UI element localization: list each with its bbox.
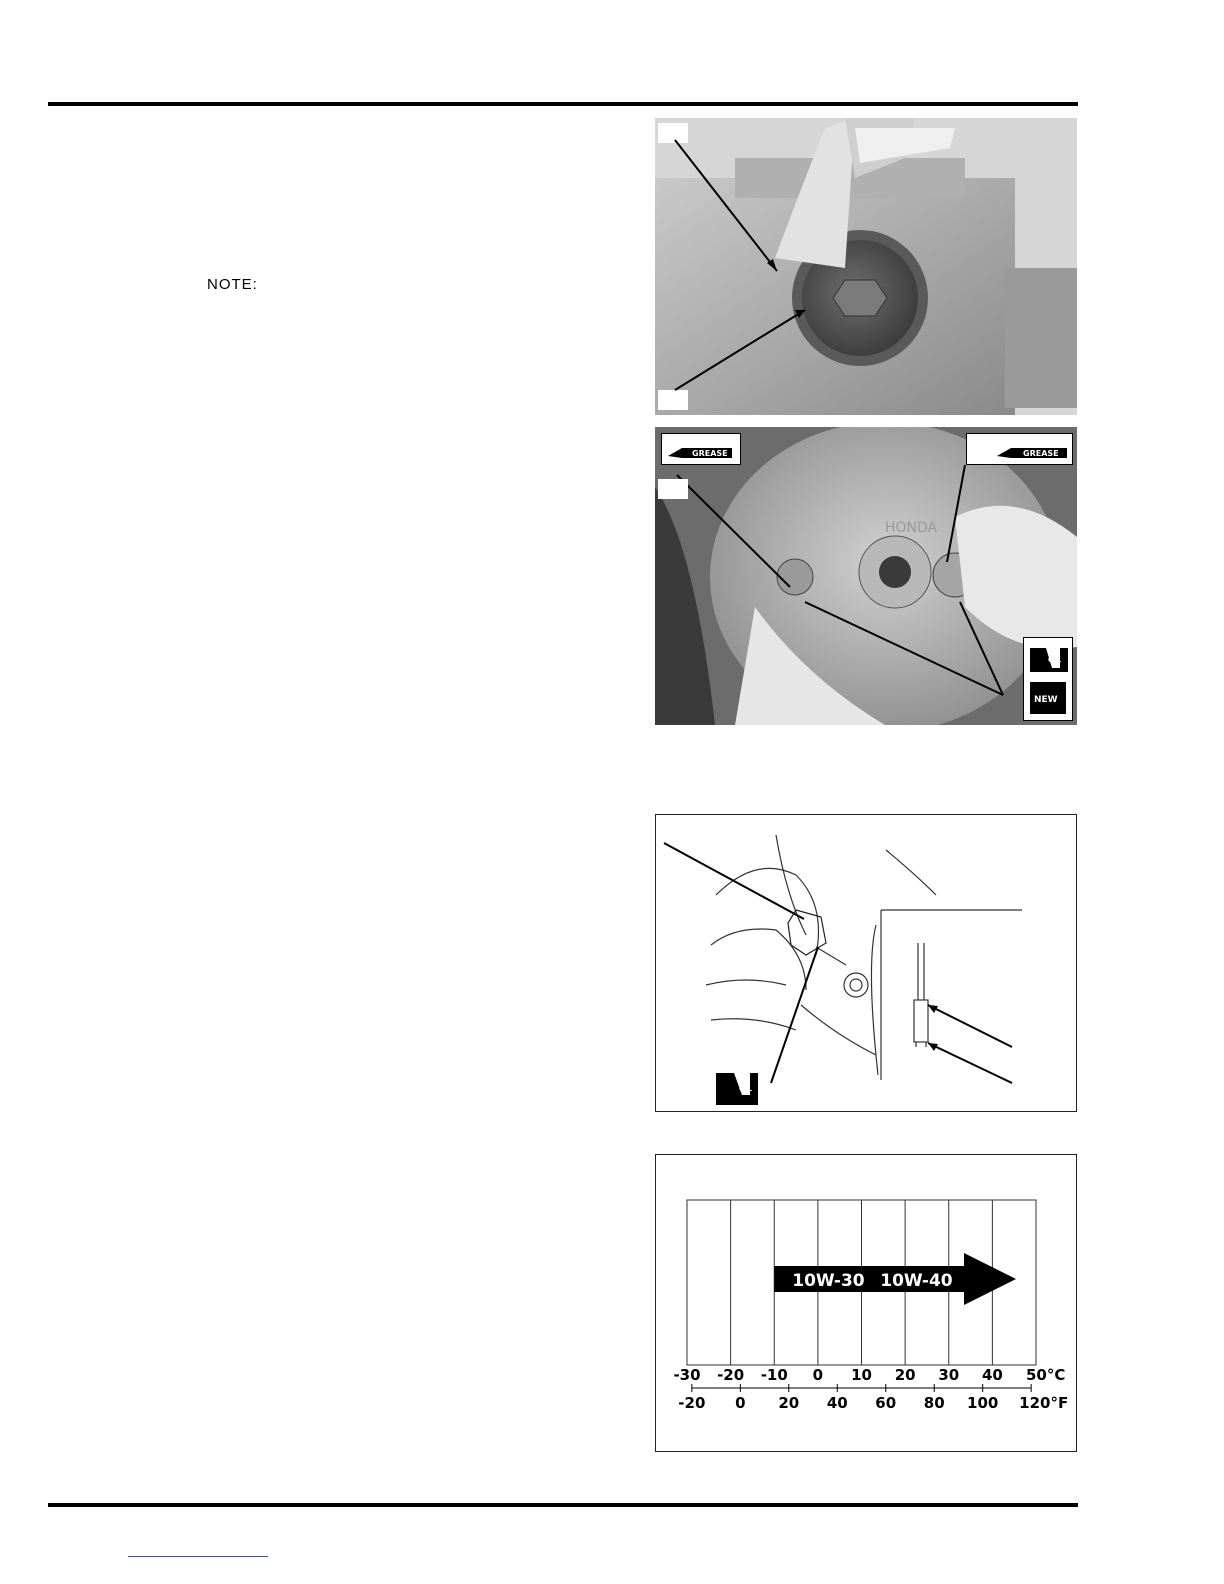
grease-badge-left-text: GREASE bbox=[692, 449, 728, 458]
celsius-tick-label: 50°C bbox=[1026, 1366, 1066, 1384]
grease-badge-right-text: GREASE bbox=[1023, 449, 1059, 458]
new-badge-text: NEW bbox=[1034, 695, 1058, 705]
celsius-tick-label: 10 bbox=[851, 1366, 872, 1384]
grade-label: 10W-40 bbox=[880, 1271, 953, 1291]
grade-label: 10W-30 bbox=[792, 1271, 865, 1291]
oil-can-icon bbox=[716, 1073, 758, 1105]
celsius-tick-label: -10 bbox=[760, 1366, 788, 1384]
photo-crankcase-illustration bbox=[655, 427, 1077, 725]
grease-gun-icon bbox=[967, 434, 1072, 464]
viscosity-chart-svg bbox=[656, 1155, 1075, 1450]
dipstick-line-drawing bbox=[656, 815, 1075, 1110]
footer-link-underline[interactable] bbox=[128, 1556, 268, 1557]
header-rule bbox=[48, 102, 1078, 106]
footer-rule bbox=[48, 1503, 1078, 1507]
grease-badge-right bbox=[966, 433, 1073, 465]
fahrenheit-tick-label: 20 bbox=[778, 1394, 800, 1412]
dipstick-oil-badge-text: OIL bbox=[739, 1085, 753, 1093]
fahrenheit-tick-label: -20 bbox=[678, 1394, 706, 1412]
celsius-tick-label: 20 bbox=[894, 1366, 916, 1384]
figure-oil-dipstick bbox=[655, 814, 1077, 1112]
fahrenheit-tick-label: 40 bbox=[826, 1394, 848, 1412]
oil-new-badge bbox=[1023, 637, 1073, 721]
fahrenheit-tick-label: 120°F bbox=[1019, 1394, 1069, 1412]
celsius-tick-label: -30 bbox=[673, 1366, 701, 1384]
fahrenheit-tick-label: 0 bbox=[735, 1394, 746, 1412]
celsius-tick-label: 0 bbox=[812, 1366, 824, 1384]
figure-viscosity-chart bbox=[655, 1154, 1077, 1452]
celsius-tick-label: -20 bbox=[717, 1366, 745, 1384]
fahrenheit-tick-label: 80 bbox=[923, 1394, 945, 1412]
oil-badge-text: OIL bbox=[1048, 656, 1062, 664]
celsius-tick-label: 40 bbox=[981, 1366, 1003, 1384]
photo-crankcase-cover-plugs bbox=[655, 427, 1077, 725]
grease-gun-icon bbox=[662, 434, 740, 464]
celsius-tick-label: 30 bbox=[938, 1366, 960, 1384]
fahrenheit-tick-label: 60 bbox=[875, 1394, 897, 1412]
note-label: NOTE: bbox=[207, 276, 258, 293]
grease-badge-left bbox=[661, 433, 741, 465]
oil-can-new-part-icon bbox=[1024, 638, 1072, 720]
cover-brand-text: HONDA bbox=[885, 520, 938, 536]
photo-cylinder-head-illustration bbox=[655, 118, 1077, 415]
fahrenheit-tick-label: 100 bbox=[967, 1394, 999, 1412]
photo-cylinder-head-cap bbox=[655, 118, 1077, 415]
